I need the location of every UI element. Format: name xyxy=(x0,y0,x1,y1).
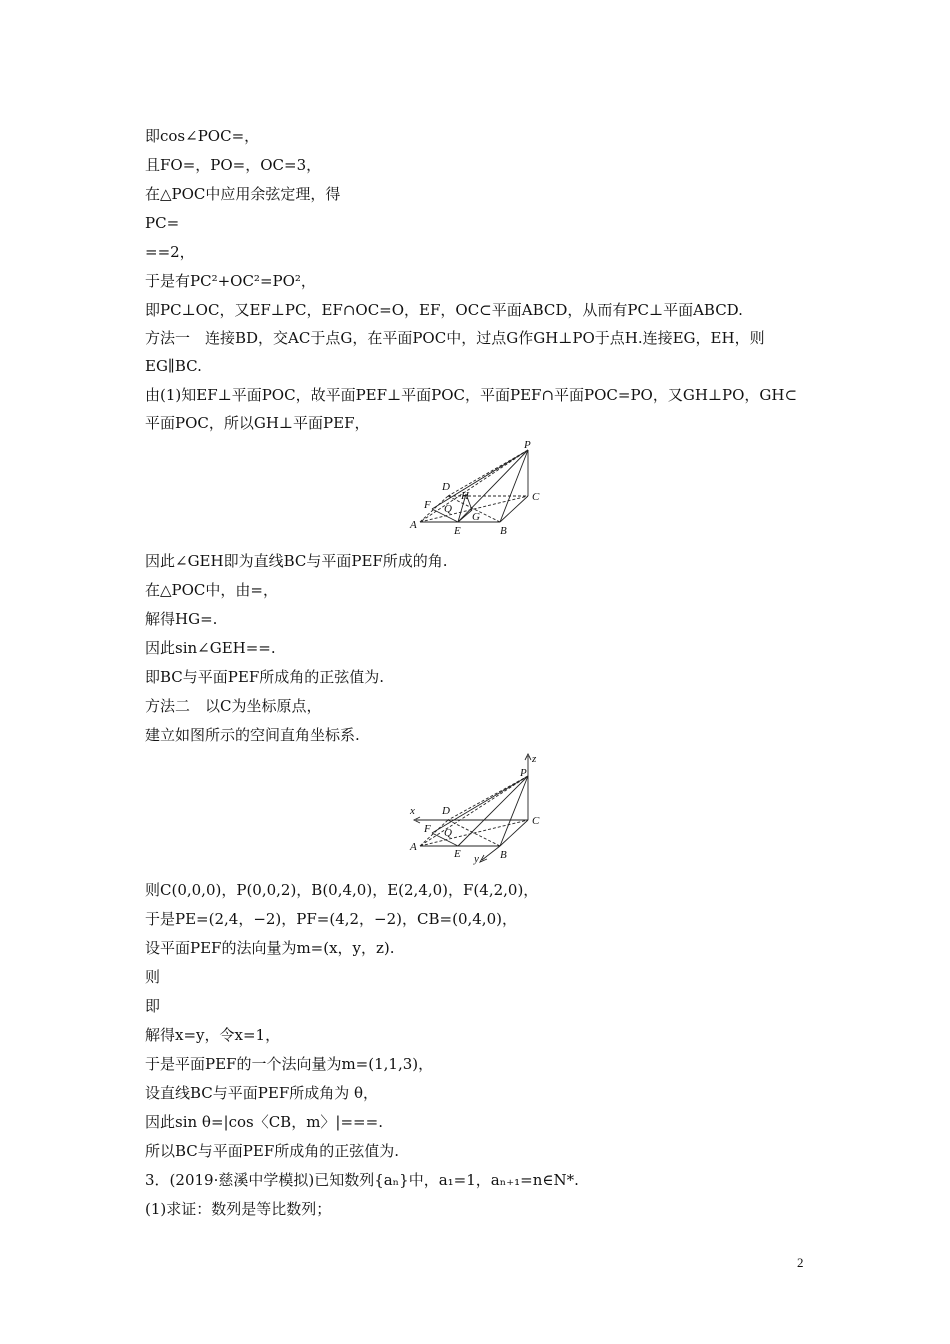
text-line: 则C(0,0,0)，P(0,0,2)，B(0,4,0)，E(2,4,0)，F(4,2,0)， xyxy=(145,881,539,899)
label-G: G xyxy=(472,511,480,523)
label-P: P xyxy=(524,439,531,451)
label-C: C xyxy=(532,815,540,827)
label-B: B xyxy=(500,525,507,537)
label-C: C xyxy=(532,491,540,503)
text-line: 在△POC中应用余弦定理，得 xyxy=(145,185,341,203)
label-B: B xyxy=(500,849,507,861)
text-line: 在△POC中，由=， xyxy=(145,581,278,599)
label-F: F xyxy=(424,499,431,511)
text-line: 3．(2019·慈溪中学模拟)已知数列{aₙ}中，a₁=1，aₙ₊₁=n∈N*. xyxy=(145,1171,579,1189)
label-x: x xyxy=(410,805,415,817)
text-line: 解得x=y，令x=1， xyxy=(145,1026,281,1044)
label-Q: Q xyxy=(444,503,452,515)
text-line: 设直线BC与平面PEF所成角为 θ， xyxy=(145,1084,379,1102)
text-line: 由(1)知EF⊥平面POC，故平面PEF⊥平面POC，平面PEF∩平面POC=PO，又GH⊥PO，GH⊂ xyxy=(145,386,798,404)
text-line: 即BC与平面PEF所成角的正弦值为. xyxy=(145,668,384,686)
text-line: 因此sin θ=|cos〈CB，m〉|===. xyxy=(145,1113,383,1131)
label-P: P xyxy=(520,767,527,779)
text-line: 因此∠GEH即为直线BC与平面PEF所成的角. xyxy=(145,552,448,570)
label-E: E xyxy=(454,848,461,860)
pyramid-figure-1 xyxy=(400,438,560,542)
text-line: 则 xyxy=(145,968,161,986)
coordinate-figure-2 xyxy=(400,750,560,868)
text-line: 方法二 以C为坐标原点， xyxy=(145,697,322,715)
label-A: A xyxy=(410,841,417,853)
text-line: 于是有PC²+OC²=PO²， xyxy=(145,272,316,290)
text-line: 建立如图所示的空间直角坐标系. xyxy=(145,726,360,744)
page-number: 2 xyxy=(797,1255,804,1270)
text-line: 方法一 连接BD，交AC于点G，在平面POC中，过点G作GH⊥PO于点H.连接EG，EH，则 xyxy=(145,329,765,347)
label-H: H xyxy=(461,490,469,502)
text-line: 平面POC，所以GH⊥平面PEF， xyxy=(145,414,370,432)
text-line: 且FO=，PO=，OC=3， xyxy=(145,156,322,174)
text-line: EG∥BC. xyxy=(145,357,202,375)
text-line: 即cos∠POC=， xyxy=(145,127,260,145)
label-y: y xyxy=(474,853,479,865)
text-line: 设平面PEF的法向量为m=(x，y，z). xyxy=(145,939,395,957)
text-line: 即 xyxy=(145,997,161,1015)
text-line: (1)求证：数列是等比数列； xyxy=(145,1200,332,1218)
label-Q: Q xyxy=(444,827,452,839)
text-line: 即PC⊥OC，又EF⊥PC，EF∩OC=O，EF，OC⊂平面ABCD，从而有PC⊥平面ABCD. xyxy=(145,301,743,319)
text-line: 解得HG=. xyxy=(145,610,218,628)
text-line: 所以BC与平面PEF所成角的正弦值为. xyxy=(145,1142,399,1160)
text-line: 因此sin∠GEH==. xyxy=(145,639,276,657)
label-z: z xyxy=(532,753,537,765)
label-D: D xyxy=(442,805,450,817)
text-line: PC= xyxy=(145,214,180,232)
text-line: ==2， xyxy=(145,243,195,261)
label-E: E xyxy=(454,525,461,537)
text-line: 于是PE=(2,4，−2)，PF=(4,2，−2)，CB=(0,4,0)， xyxy=(145,910,517,928)
label-D: D xyxy=(442,481,450,493)
label-F: F xyxy=(424,823,431,835)
label-A: A xyxy=(410,519,417,531)
text-line: 于是平面PEF的一个法向量为m=(1,1,3)， xyxy=(145,1055,434,1073)
